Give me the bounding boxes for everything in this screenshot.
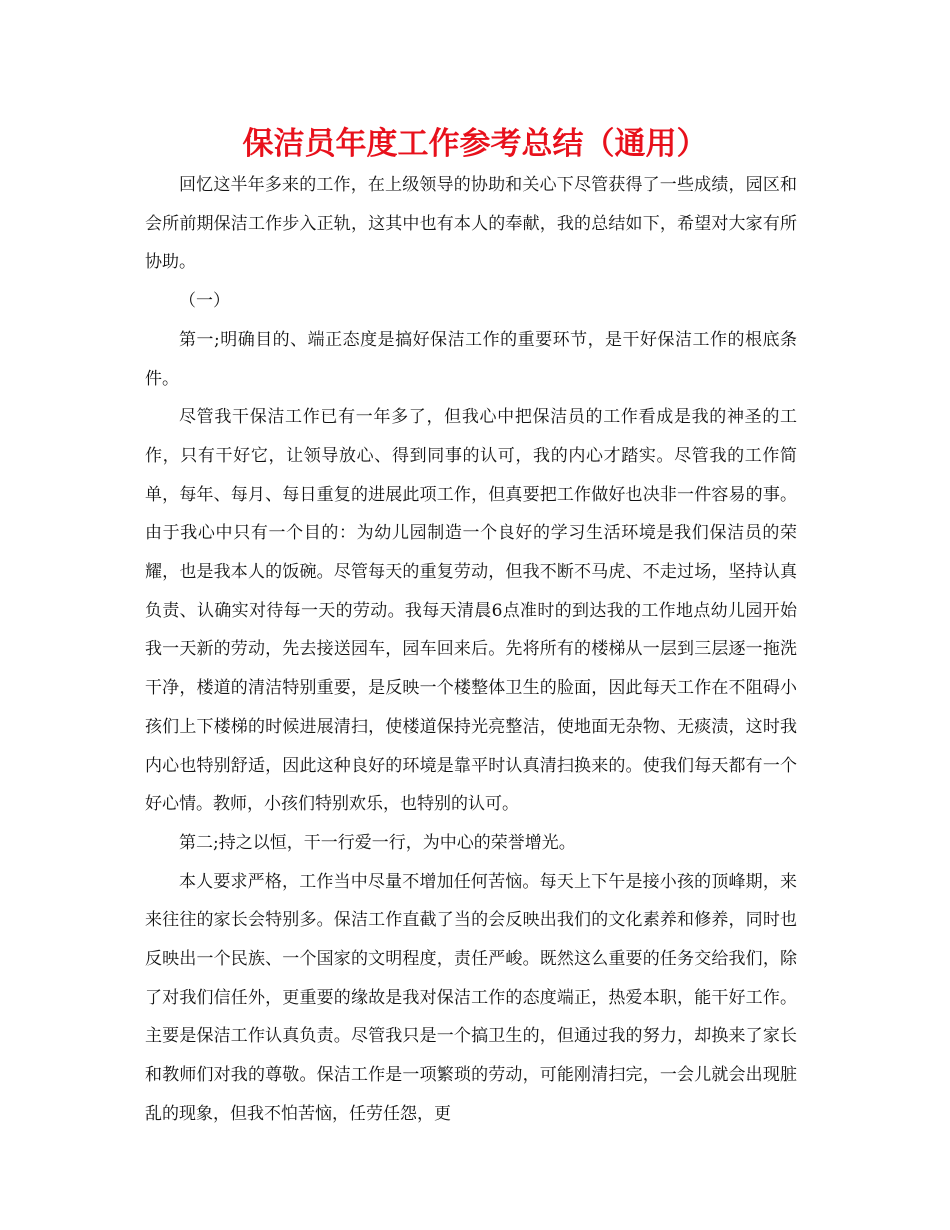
document-title: 保洁员年度工作参考总结（通用） [242, 126, 708, 162]
paragraph-point-one-body: 尽管我干保洁工作已有一年多了，但我心中把保洁员的工作看成是我的神圣的工作，只有干好它，让领导放心、得到同事的认可，我的内心才踏实。尽管我的工作简单，每年、每月、每日重复的进展此项工作，但真要把工作做好也决非一件容易的事。由于我心中只有一个目的：为幼儿园制造一个良好的学习生活环境是我们保洁员的荣耀，也是我本人的饭碗。尽管每天的重复劳动，但我不断不马虎、不走过场，坚持认真负责、认确实对待每一天的劳动。我每天清晨6点准时的到达我的工作地点幼儿园开始我一天新的劳动，先去接送园车，园车回来后。先将所有的楼梯从一层到三层逐一拖洗干净，楼道的清洁特别重要，是反映一个楼整体卫生的脸面，因此每天工作在不阻碍小孩们上下楼梯的时候进展清扫，使楼道保持光亮整洁，使地面无杂物、无痰渍，这时我内心也特别舒适，因此这种良好的环境是靠平时认真清扫换来的。使我们每天都有一个好心情。教师，小孩们特别欢乐，也特别的认可。 [145, 407, 797, 815]
paragraph-point-two-body: 本人要求严格，工作当中尽量不增加任何苦恼。每天上下午是接小孩的顶峰期，来来往往的家长会特别多。保洁工作直截了当的会反映出我们的文化素养和修养，同时也反映出一个民族、一个国家的文明程度，责任严峻。既然这么重要的任务交给我们，除了对我们信任外，更重要的缘故是我对保洁工作的态度端正，热爱本职，能干好工作。主要是保洁工作认真负责。尽管我只是一个搞卫生的，但通过我的努力，却换来了家长和教师们对我的尊敬。保洁工作是一项繁琐的劳动，可能刚清扫完，一会儿就会出现脏乱的现象，但我不怕苦恼，任劳任怨，更 [145, 871, 797, 1124]
paragraph-point-one-heading: 第一;明确目的、端正态度是搞好保洁工作的重要环节，是干好保洁工作的根底条件。 [145, 329, 797, 389]
paragraph-point-two-heading: 第二;持之以恒，干一行爱一行，为中心的荣誉增光。 [179, 832, 576, 853]
document-body [145, 166, 797, 1134]
paragraph-intro: 回忆这半年多来的工作，在上级领导的协助和关心下尽管获得了一些成绩，园区和会所前期保洁工作步入正轨，这其中也有本人的奉献，我的总结如下，希望对大家有所协助。 [145, 175, 797, 273]
section-marker: （一） [179, 291, 230, 312]
